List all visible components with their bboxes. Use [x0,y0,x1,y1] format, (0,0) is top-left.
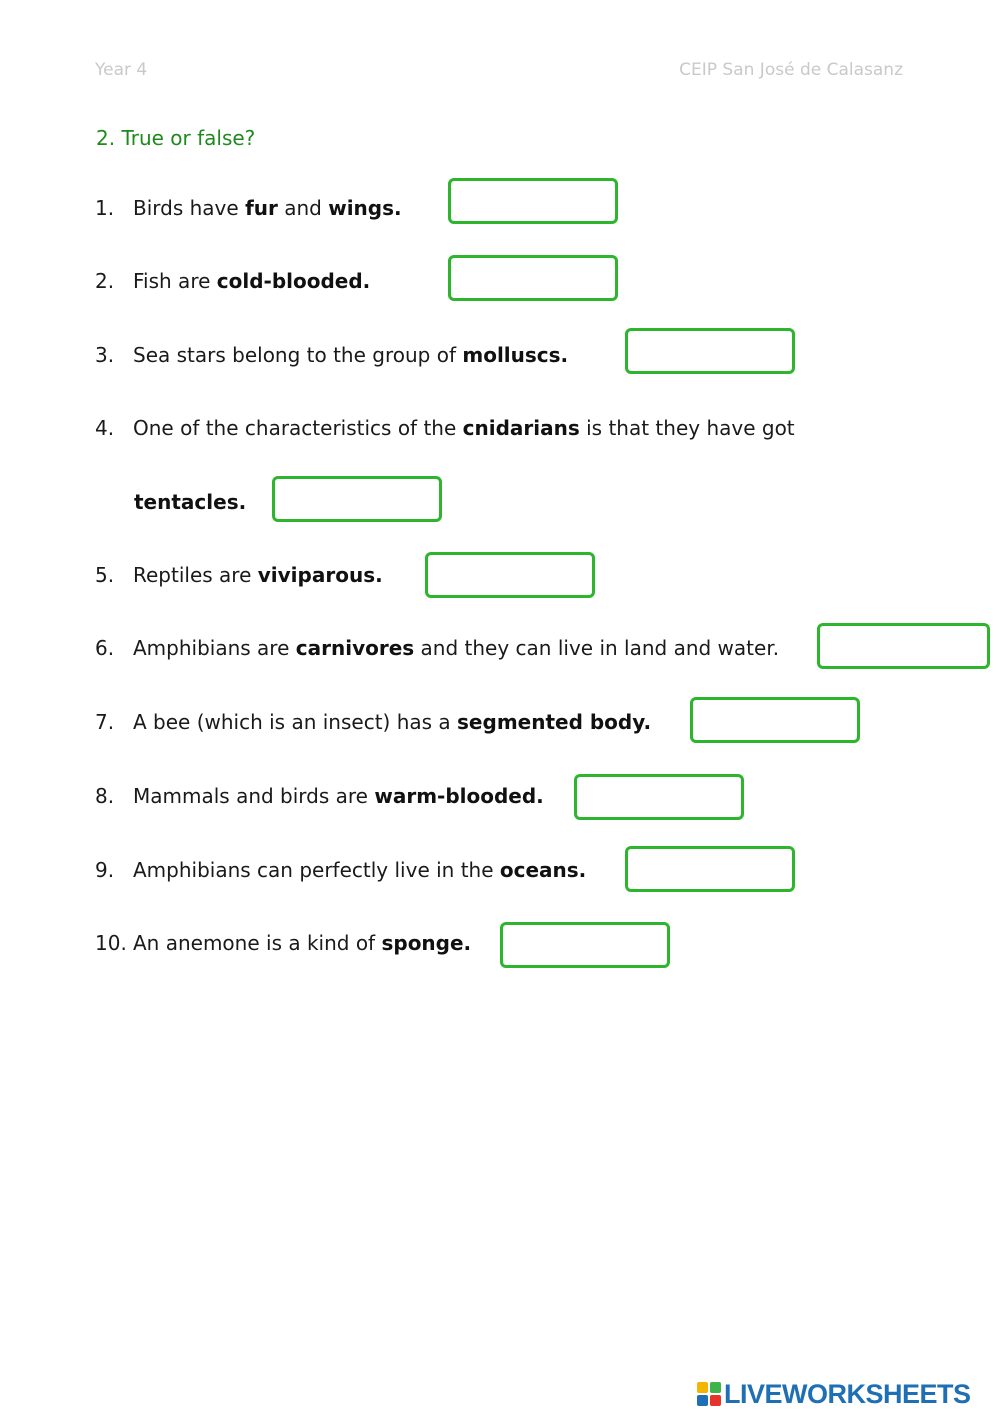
question-keyword: warm-blooded. [374,784,544,808]
liveworksheets-logo [697,1378,971,1410]
question-text: and they can live in land and water. [414,636,780,660]
question-8 [95,782,544,810]
header-year: Year 4 [95,60,148,80]
answer-box-1[interactable] [448,178,618,224]
answer-box-7[interactable] [690,697,860,743]
answer-box-2[interactable] [448,255,618,301]
answer-box-5[interactable] [425,552,595,598]
question-number: 6. [95,636,115,660]
question-keyword: viviparous. [257,563,383,587]
question-number: 1. [95,196,115,220]
question-3 [95,341,568,369]
question-number: 2. [95,269,115,293]
question-text: Amphibians can perfectly live in the [133,858,500,882]
question-number: 3. [95,343,115,367]
question-4-continuation: tentacles. [134,490,247,514]
answer-box-6[interactable] [817,623,990,669]
answer-box-10[interactable] [500,922,670,968]
question-text: A bee (which is an insect) has a [133,710,458,734]
question-number: 4. [95,416,115,440]
answer-box-4[interactable] [272,476,442,522]
question-text: Fish are [133,269,217,293]
question-9 [95,856,586,884]
question-text: An anemone is a kind of [133,931,382,955]
question-keyword: sponge. [381,931,472,955]
exercise-title: 2. True or false? [96,126,256,150]
question-10 [95,929,471,957]
question-text: Amphibians are [133,636,296,660]
answer-box-3[interactable] [625,328,795,374]
question-4 [95,414,795,442]
question-text: and [277,196,329,220]
question-text: is that they have got [579,416,795,440]
logo-mark-icon [697,1382,721,1406]
question-keyword: cnidarians [462,416,580,440]
question-text: Birds have [133,196,246,220]
question-5 [95,561,383,589]
question-text: Sea stars belong to the group of [133,343,463,367]
question-number: 10. [95,931,127,955]
question-keyword: segmented body. [457,710,652,734]
answer-box-9[interactable] [625,846,795,892]
question-keyword: wings. [328,196,402,220]
question-1 [95,194,402,222]
question-keyword: cold-blooded. [216,269,371,293]
question-7 [95,708,651,736]
question-6 [95,634,779,662]
question-keyword: carnivores [295,636,415,660]
question-keyword: molluscs. [462,343,569,367]
header-school: CEIP San José de Calasanz [679,60,903,80]
question-number: 7. [95,710,115,734]
question-text: Reptiles are [133,563,258,587]
question-number: 5. [95,563,115,587]
logo-text: LIVEWORKSHEETS [724,1378,971,1409]
question-number: 9. [95,858,115,882]
question-text: One of the characteristics of the [133,416,463,440]
question-keyword: oceans. [499,858,587,882]
question-2 [95,267,370,295]
question-text: Mammals and birds are [133,784,375,808]
question-number: 8. [95,784,115,808]
question-keyword: fur [245,196,278,220]
answer-box-8[interactable] [574,774,744,820]
